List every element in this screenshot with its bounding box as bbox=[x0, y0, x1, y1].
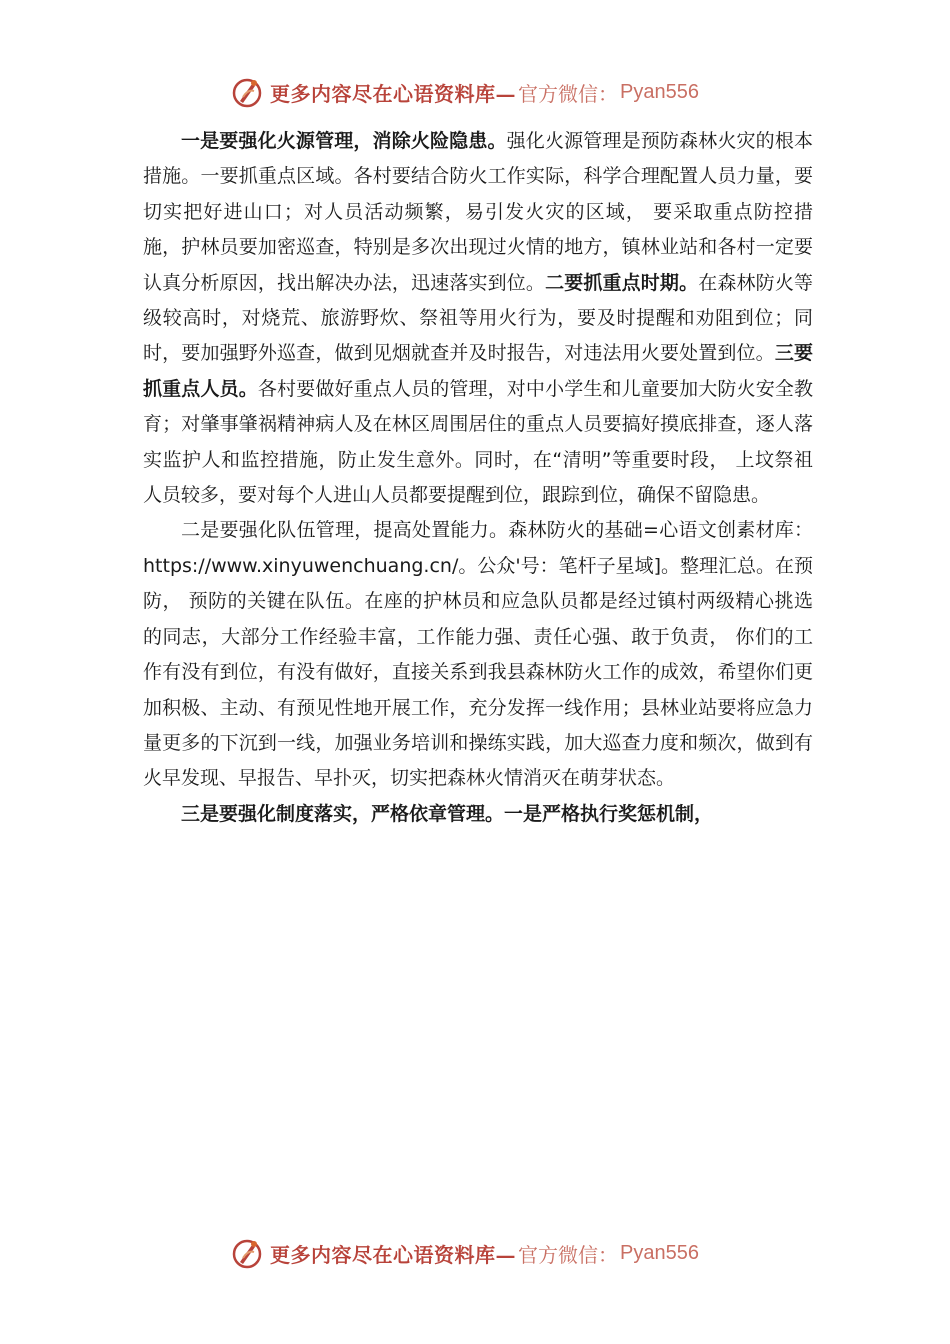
fire-pen-logo-icon bbox=[230, 75, 264, 109]
wechat-label: 官方微信： bbox=[518, 81, 618, 106]
banner-text: 更多内容尽在心语资料库— bbox=[270, 81, 516, 106]
footer-wechat-id: Pyan556 bbox=[620, 1241, 699, 1264]
p1-text-2: 在森林防火等级较高时，对烧荒、旅游野炊、祭祖等用火行为，要及时提醒和劝阻到位；同时，要加强野外巡查，做到见烟就查并及时报告，对违法用火要处置到位。 bbox=[143, 271, 813, 365]
document-body bbox=[143, 124, 813, 832]
p1-bold-1: 一是要强化火源管理，消除火险隐患。 bbox=[181, 130, 507, 152]
p1-bold-2: 二要抓重点时期。 bbox=[545, 271, 699, 294]
footer-banner bbox=[230, 1233, 750, 1273]
paragraph-1 bbox=[143, 124, 813, 513]
footer-wechat-label: 官方微信： bbox=[518, 1242, 618, 1267]
header-banner bbox=[230, 72, 750, 112]
paragraph-2: 二是要强化队伍管理，提高处置能力。森林防火的基础=心语文创素材库：https://www.xinyuwenchuang.cn/。公众'号：笔杆子星域]。整理汇总。在预防， 预防的关键在队伍。在座的护林员和应急队员都是经过镇村两级精心挑选的同志，大部分工作经验丰富，工作能力强、责任心强、敢于负责， 你们的工作有没有到位，有没有做好，直接关系到我县森林防火工作的成效，希望你们更加积极、主动、有预见性地开展工作，充分发挥一线作用；县林业站要将应急力量更多的下沉到一线，加强业务培训和操练实践，加大巡查力度和频次，做到有火早发现、早报告、早扑灭，切实把森林火情消灭在萌芽状态。 bbox=[143, 519, 813, 790]
p3-bold: 三是要强化制度落实，严格依章管理。一是严格执行奖惩机制， bbox=[181, 802, 714, 825]
p1-text-1: 强化火源管理是预防森林火灾的根本措施。一要抓重点区域。各村要结合防火工作实际，科学合理配置人员力量，要切实把好进山口；对人员活动频繁，易引发火灾的区域， 要采取重点防控措施，护林员要加密巡查，特别是多次出现过火情的地方，镇林业站和各村一定要认真分析原因，找出解决办法，迅速落实到位。 bbox=[143, 130, 813, 294]
footer-banner-text: 更多内容尽在心语资料库— bbox=[270, 1242, 516, 1267]
fire-pen-logo-icon bbox=[230, 1236, 264, 1270]
p1-text-3: 各村要做好重点人员的管理，对中小学生和儿童要加大防火安全教育；对肇事肇祸精神病人及在林区周围居住的重点人员要搞好摸底排查，逐人落实监护人和监控措施，防止发生意外。同时，在“清明”等重要时段， 上坟祭祖人员较多，要对每个人进山人员都要提醒到位，跟踪到位，确保不留隐患。 bbox=[143, 377, 813, 507]
paragraph-3 bbox=[143, 797, 813, 832]
p1-bold-3: 三要抓重点人员。 bbox=[143, 342, 813, 400]
wechat-id: Pyan556 bbox=[620, 80, 699, 103]
